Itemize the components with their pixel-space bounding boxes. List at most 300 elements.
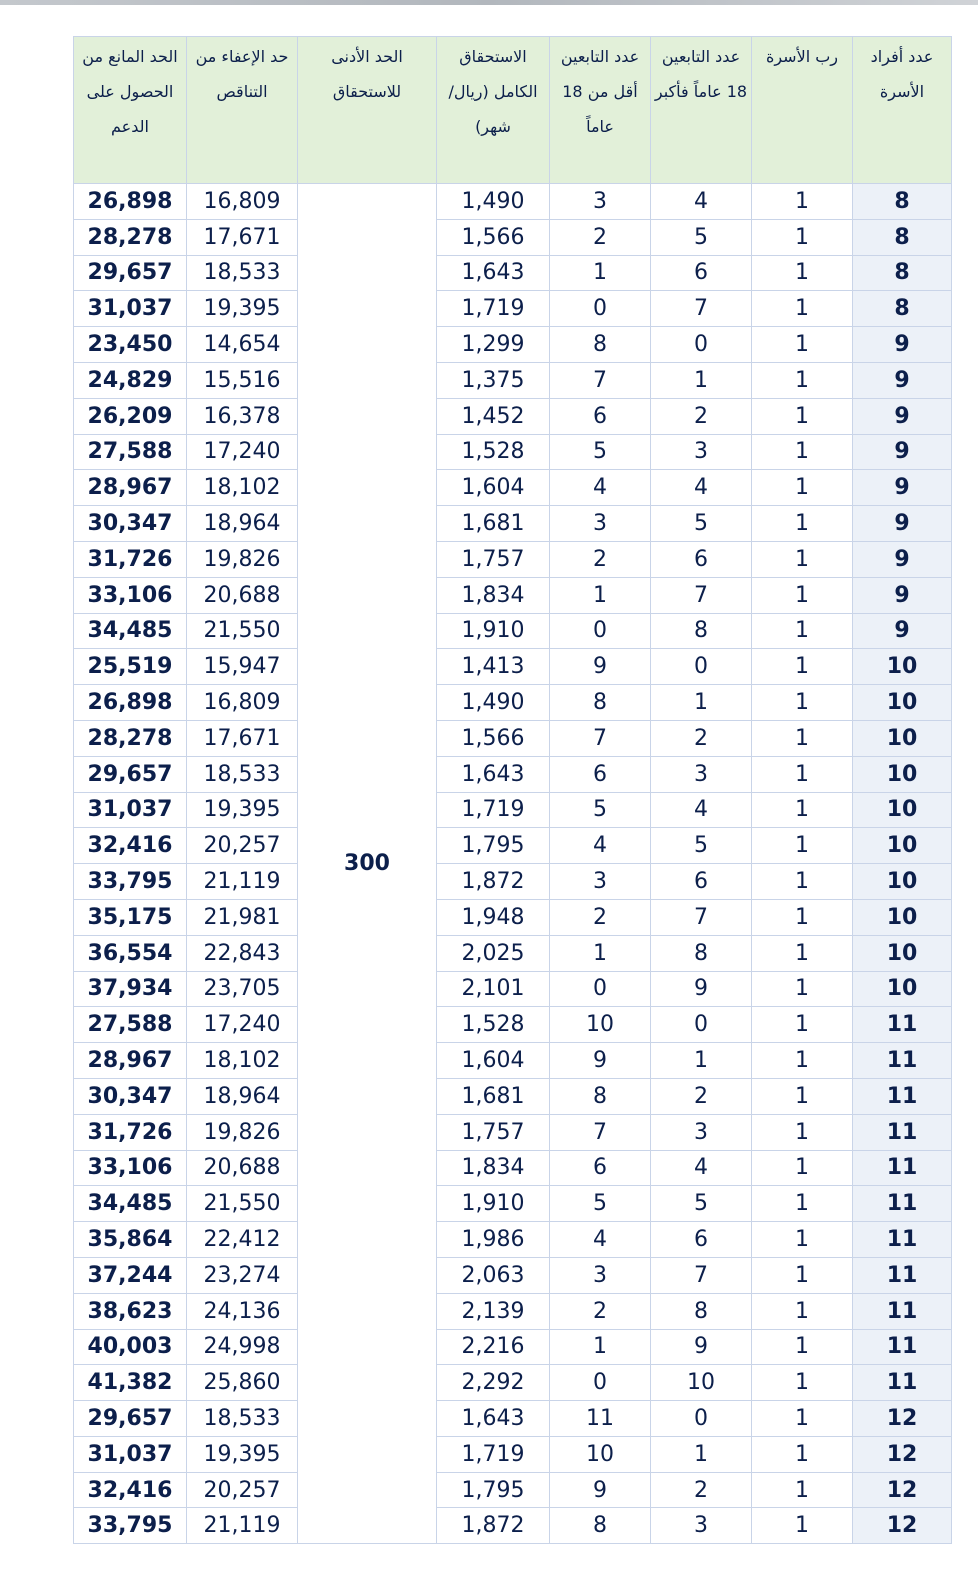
cell-family-members: 9 <box>853 327 952 363</box>
cell-exemption-limit: 16,809 <box>187 685 298 721</box>
cell-bar-limit: 26,209 <box>74 398 187 434</box>
cell-bar-limit: 33,795 <box>74 864 187 900</box>
cell-exemption-limit: 25,860 <box>187 1365 298 1401</box>
cell-family-members: 11 <box>853 1114 952 1150</box>
cell-dependents-minors: 0 <box>550 291 651 327</box>
cell-exemption-limit: 20,257 <box>187 828 298 864</box>
cell-exemption-limit: 22,412 <box>187 1222 298 1258</box>
cell-full-entitlement: 1,299 <box>437 327 550 363</box>
cell-family-head: 1 <box>752 935 853 971</box>
table-row <box>74 1257 952 1293</box>
cell-dependents-adults: 1 <box>651 362 752 398</box>
cell-family-members: 11 <box>853 1222 952 1258</box>
cell-exemption-limit: 18,533 <box>187 756 298 792</box>
cell-family-head: 1 <box>752 184 853 220</box>
cell-exemption-limit: 16,809 <box>187 184 298 220</box>
cell-bar-limit: 35,175 <box>74 899 187 935</box>
cell-exemption-limit: 21,550 <box>187 1186 298 1222</box>
cell-family-head: 1 <box>752 1329 853 1365</box>
cell-family-head: 1 <box>752 1472 853 1508</box>
cell-full-entitlement: 1,490 <box>437 184 550 220</box>
cell-family-head: 1 <box>752 1436 853 1472</box>
cell-dependents-minors: 4 <box>550 1222 651 1258</box>
cell-bar-limit: 35,864 <box>74 1222 187 1258</box>
table-row <box>74 1007 952 1043</box>
cell-dependents-adults: 3 <box>651 1508 752 1544</box>
cell-dependents-adults: 0 <box>651 327 752 363</box>
cell-dependents-minors: 9 <box>550 1472 651 1508</box>
cell-dependents-adults: 6 <box>651 864 752 900</box>
table-row <box>74 362 952 398</box>
cell-exemption-limit: 19,826 <box>187 1114 298 1150</box>
cell-family-members: 9 <box>853 434 952 470</box>
cell-bar-limit: 31,037 <box>74 792 187 828</box>
cell-family-members: 8 <box>853 255 952 291</box>
table-row <box>74 1365 952 1401</box>
cell-dependents-adults: 5 <box>651 1186 752 1222</box>
cell-family-head: 1 <box>752 1401 853 1437</box>
cell-dependents-minors: 2 <box>550 899 651 935</box>
cell-dependents-minors: 10 <box>550 1007 651 1043</box>
table-row <box>74 828 952 864</box>
cell-family-head: 1 <box>752 971 853 1007</box>
cell-family-members: 9 <box>853 398 952 434</box>
cell-bar-limit: 24,829 <box>74 362 187 398</box>
cell-family-head: 1 <box>752 398 853 434</box>
cell-dependents-minors: 8 <box>550 1508 651 1544</box>
table-row <box>74 720 952 756</box>
cell-bar-limit: 32,416 <box>74 1472 187 1508</box>
table-row <box>74 1186 952 1222</box>
cell-family-members: 10 <box>853 685 952 721</box>
header-exemption-limit: حد الإعفاء من التناقص <box>187 37 298 184</box>
cell-dependents-adults: 4 <box>651 470 752 506</box>
cell-bar-limit: 31,037 <box>74 291 187 327</box>
cell-dependents-minors: 7 <box>550 1114 651 1150</box>
table-row <box>74 1508 952 1544</box>
cell-exemption-limit: 24,136 <box>187 1293 298 1329</box>
cell-family-head: 1 <box>752 1508 853 1544</box>
cell-exemption-limit: 16,378 <box>187 398 298 434</box>
cell-family-head: 1 <box>752 649 853 685</box>
cell-family-members: 10 <box>853 828 952 864</box>
cell-family-members: 11 <box>853 1293 952 1329</box>
cell-family-members: 9 <box>853 362 952 398</box>
cell-dependents-adults: 4 <box>651 184 752 220</box>
cell-exemption-limit: 18,964 <box>187 1078 298 1114</box>
cell-full-entitlement: 1,948 <box>437 899 550 935</box>
cell-exemption-limit: 23,705 <box>187 971 298 1007</box>
cell-exemption-limit: 21,119 <box>187 1508 298 1544</box>
cell-dependents-minors: 9 <box>550 1043 651 1079</box>
cell-dependents-adults: 2 <box>651 720 752 756</box>
cell-exemption-limit: 18,102 <box>187 1043 298 1079</box>
cell-bar-limit: 37,934 <box>74 971 187 1007</box>
cell-family-head: 1 <box>752 506 853 542</box>
cell-dependents-minors: 1 <box>550 577 651 613</box>
cell-family-members: 11 <box>853 1043 952 1079</box>
cell-dependents-adults: 0 <box>651 1007 752 1043</box>
cell-dependents-minors: 0 <box>550 1365 651 1401</box>
cell-bar-limit: 30,347 <box>74 506 187 542</box>
cell-full-entitlement: 1,872 <box>437 1508 550 1544</box>
cell-dependents-adults: 6 <box>651 541 752 577</box>
cell-full-entitlement: 1,795 <box>437 828 550 864</box>
cell-family-members: 11 <box>853 1329 952 1365</box>
header-full-entitlement: الاستحقاق الكامل (ريال/شهر) <box>437 37 550 184</box>
cell-family-head: 1 <box>752 720 853 756</box>
cell-exemption-limit: 20,688 <box>187 577 298 613</box>
cell-dependents-minors: 6 <box>550 1150 651 1186</box>
cell-dependents-adults: 7 <box>651 577 752 613</box>
cell-full-entitlement: 1,719 <box>437 1436 550 1472</box>
cell-full-entitlement: 1,719 <box>437 792 550 828</box>
cell-full-entitlement: 1,490 <box>437 685 550 721</box>
cell-family-head: 1 <box>752 1007 853 1043</box>
cell-dependents-minors: 5 <box>550 792 651 828</box>
cell-family-members: 10 <box>853 649 952 685</box>
cell-family-members: 10 <box>853 971 952 1007</box>
table-row <box>74 613 952 649</box>
cell-family-members: 8 <box>853 184 952 220</box>
cell-dependents-minors: 7 <box>550 720 651 756</box>
cell-dependents-adults: 5 <box>651 506 752 542</box>
cell-bar-limit: 40,003 <box>74 1329 187 1365</box>
cell-exemption-limit: 19,395 <box>187 1436 298 1472</box>
cell-bar-limit: 31,037 <box>74 1436 187 1472</box>
header-dependents-adults: عدد التابعين 18 عاماً فأكبر <box>651 37 752 184</box>
cell-full-entitlement: 1,643 <box>437 255 550 291</box>
cell-exemption-limit: 22,843 <box>187 935 298 971</box>
cell-dependents-adults: 2 <box>651 1078 752 1114</box>
table-row <box>74 506 952 542</box>
cell-family-head: 1 <box>752 792 853 828</box>
table-body <box>74 184 952 1544</box>
cell-dependents-adults: 1 <box>651 1436 752 1472</box>
cell-full-entitlement: 1,643 <box>437 756 550 792</box>
cell-dependents-minors: 5 <box>550 434 651 470</box>
cell-full-entitlement: 2,216 <box>437 1329 550 1365</box>
cell-family-head: 1 <box>752 864 853 900</box>
cell-dependents-adults: 5 <box>651 219 752 255</box>
cell-dependents-minors: 2 <box>550 541 651 577</box>
cell-bar-limit: 25,519 <box>74 649 187 685</box>
cell-family-members: 9 <box>853 470 952 506</box>
cell-dependents-adults: 6 <box>651 1222 752 1258</box>
cell-full-entitlement: 1,528 <box>437 434 550 470</box>
cell-dependents-minors: 6 <box>550 756 651 792</box>
cell-full-entitlement: 1,643 <box>437 1401 550 1437</box>
cell-family-members: 9 <box>853 541 952 577</box>
cell-family-members: 11 <box>853 1007 952 1043</box>
cell-full-entitlement: 1,604 <box>437 1043 550 1079</box>
cell-bar-limit: 29,657 <box>74 1401 187 1437</box>
cell-exemption-limit: 21,981 <box>187 899 298 935</box>
cell-dependents-minors: 2 <box>550 1293 651 1329</box>
table-row <box>74 255 952 291</box>
cell-bar-limit: 33,106 <box>74 1150 187 1186</box>
cell-bar-limit: 29,657 <box>74 255 187 291</box>
cell-exemption-limit: 17,671 <box>187 219 298 255</box>
cell-dependents-adults: 9 <box>651 1329 752 1365</box>
cell-dependents-adults: 4 <box>651 792 752 828</box>
cell-bar-limit: 29,657 <box>74 756 187 792</box>
cell-family-head: 1 <box>752 828 853 864</box>
cell-dependents-adults: 8 <box>651 1293 752 1329</box>
cell-family-head: 1 <box>752 613 853 649</box>
table-row <box>74 1078 952 1114</box>
table-row <box>74 577 952 613</box>
cell-dependents-minors: 0 <box>550 613 651 649</box>
cell-exemption-limit: 24,998 <box>187 1329 298 1365</box>
table-row <box>74 792 952 828</box>
cell-bar-limit: 31,726 <box>74 1114 187 1150</box>
cell-min-entitlement: 300 <box>298 184 437 1544</box>
cell-full-entitlement: 2,025 <box>437 935 550 971</box>
cell-full-entitlement: 2,063 <box>437 1257 550 1293</box>
cell-dependents-adults: 3 <box>651 434 752 470</box>
cell-bar-limit: 27,588 <box>74 1007 187 1043</box>
cell-exemption-limit: 18,102 <box>187 470 298 506</box>
cell-full-entitlement: 1,757 <box>437 541 550 577</box>
top-border-bar <box>0 0 978 5</box>
cell-exemption-limit: 18,533 <box>187 1401 298 1437</box>
cell-exemption-limit: 19,395 <box>187 291 298 327</box>
cell-dependents-minors: 11 <box>550 1401 651 1437</box>
cell-family-members: 10 <box>853 864 952 900</box>
cell-bar-limit: 38,623 <box>74 1293 187 1329</box>
cell-full-entitlement: 1,681 <box>437 1078 550 1114</box>
cell-family-head: 1 <box>752 1078 853 1114</box>
cell-dependents-adults: 9 <box>651 971 752 1007</box>
table-row <box>74 649 952 685</box>
cell-family-head: 1 <box>752 362 853 398</box>
table-row <box>74 1436 952 1472</box>
cell-family-members: 8 <box>853 219 952 255</box>
cell-family-members: 8 <box>853 291 952 327</box>
cell-family-members: 11 <box>853 1365 952 1401</box>
cell-dependents-minors: 0 <box>550 971 651 1007</box>
cell-family-head: 1 <box>752 541 853 577</box>
cell-family-head: 1 <box>752 1043 853 1079</box>
cell-bar-limit: 34,485 <box>74 1186 187 1222</box>
cell-exemption-limit: 17,240 <box>187 1007 298 1043</box>
cell-bar-limit: 34,485 <box>74 613 187 649</box>
cell-full-entitlement: 1,795 <box>437 1472 550 1508</box>
table-row <box>74 1150 952 1186</box>
cell-dependents-minors: 5 <box>550 1186 651 1222</box>
cell-dependents-adults: 6 <box>651 255 752 291</box>
cell-dependents-adults: 4 <box>651 1150 752 1186</box>
header-bar-limit: الحد المانع من الحصول على الدعم <box>74 37 187 184</box>
cell-family-head: 1 <box>752 1257 853 1293</box>
cell-family-members: 9 <box>853 613 952 649</box>
cell-family-members: 9 <box>853 577 952 613</box>
cell-dependents-adults: 10 <box>651 1365 752 1401</box>
cell-family-members: 10 <box>853 899 952 935</box>
cell-family-members: 10 <box>853 792 952 828</box>
cell-exemption-limit: 17,671 <box>187 720 298 756</box>
cell-exemption-limit: 19,395 <box>187 792 298 828</box>
cell-dependents-minors: 4 <box>550 470 651 506</box>
cell-bar-limit: 41,382 <box>74 1365 187 1401</box>
cell-dependents-minors: 9 <box>550 649 651 685</box>
table-row <box>74 899 952 935</box>
cell-full-entitlement: 1,719 <box>437 291 550 327</box>
cell-full-entitlement: 1,452 <box>437 398 550 434</box>
cell-dependents-minors: 3 <box>550 506 651 542</box>
cell-family-members: 11 <box>853 1257 952 1293</box>
cell-family-head: 1 <box>752 219 853 255</box>
cell-exemption-limit: 20,688 <box>187 1150 298 1186</box>
cell-exemption-limit: 18,964 <box>187 506 298 542</box>
cell-exemption-limit: 15,947 <box>187 649 298 685</box>
cell-dependents-minors: 1 <box>550 255 651 291</box>
cell-family-head: 1 <box>752 1114 853 1150</box>
cell-full-entitlement: 2,101 <box>437 971 550 1007</box>
header-family-members: عدد أفراد الأسرة <box>853 37 952 184</box>
cell-exemption-limit: 18,533 <box>187 255 298 291</box>
cell-family-head: 1 <box>752 1293 853 1329</box>
cell-dependents-adults: 7 <box>651 899 752 935</box>
cell-dependents-adults: 7 <box>651 1257 752 1293</box>
cell-family-members: 12 <box>853 1472 952 1508</box>
cell-family-head: 1 <box>752 291 853 327</box>
table-row <box>74 541 952 577</box>
cell-full-entitlement: 1,986 <box>437 1222 550 1258</box>
cell-dependents-adults: 1 <box>651 685 752 721</box>
cell-family-head: 1 <box>752 1150 853 1186</box>
cell-family-head: 1 <box>752 255 853 291</box>
table-row <box>74 291 952 327</box>
header-dependents-minors: عدد التابعين أقل من 18 عاماً <box>550 37 651 184</box>
cell-dependents-adults: 7 <box>651 291 752 327</box>
cell-family-members: 11 <box>853 1150 952 1186</box>
cell-bar-limit: 33,795 <box>74 1508 187 1544</box>
cell-full-entitlement: 1,834 <box>437 577 550 613</box>
cell-full-entitlement: 1,681 <box>437 506 550 542</box>
cell-dependents-minors: 1 <box>550 1329 651 1365</box>
cell-dependents-minors: 3 <box>550 184 651 220</box>
cell-exemption-limit: 20,257 <box>187 1472 298 1508</box>
cell-dependents-minors: 8 <box>550 685 651 721</box>
support-entitlement-table <box>73 36 952 1544</box>
cell-full-entitlement: 1,566 <box>437 720 550 756</box>
header-row <box>74 37 952 184</box>
cell-dependents-minors: 2 <box>550 219 651 255</box>
cell-exemption-limit: 21,550 <box>187 613 298 649</box>
cell-family-members: 12 <box>853 1436 952 1472</box>
cell-full-entitlement: 1,910 <box>437 613 550 649</box>
cell-exemption-limit: 17,240 <box>187 434 298 470</box>
cell-bar-limit: 37,244 <box>74 1257 187 1293</box>
cell-family-head: 1 <box>752 434 853 470</box>
table-row <box>74 685 952 721</box>
cell-dependents-minors: 3 <box>550 1257 651 1293</box>
cell-full-entitlement: 1,834 <box>437 1150 550 1186</box>
cell-family-members: 11 <box>853 1078 952 1114</box>
cell-dependents-adults: 8 <box>651 613 752 649</box>
cell-dependents-minors: 6 <box>550 398 651 434</box>
cell-family-members: 10 <box>853 720 952 756</box>
cell-dependents-adults: 2 <box>651 398 752 434</box>
cell-bar-limit: 32,416 <box>74 828 187 864</box>
cell-family-members: 11 <box>853 1186 952 1222</box>
table-row <box>74 864 952 900</box>
cell-full-entitlement: 1,872 <box>437 864 550 900</box>
cell-family-head: 1 <box>752 470 853 506</box>
cell-family-members: 9 <box>853 506 952 542</box>
cell-bar-limit: 27,588 <box>74 434 187 470</box>
cell-family-head: 1 <box>752 577 853 613</box>
cell-family-head: 1 <box>752 327 853 363</box>
cell-family-head: 1 <box>752 1365 853 1401</box>
table-row <box>74 219 952 255</box>
table-row <box>74 1222 952 1258</box>
table-row <box>74 1293 952 1329</box>
cell-full-entitlement: 1,528 <box>437 1007 550 1043</box>
cell-dependents-minors: 7 <box>550 362 651 398</box>
cell-exemption-limit: 15,516 <box>187 362 298 398</box>
cell-full-entitlement: 1,757 <box>437 1114 550 1150</box>
cell-exemption-limit: 19,826 <box>187 541 298 577</box>
cell-family-head: 1 <box>752 685 853 721</box>
cell-dependents-adults: 8 <box>651 935 752 971</box>
cell-dependents-adults: 3 <box>651 756 752 792</box>
cell-full-entitlement: 1,566 <box>437 219 550 255</box>
cell-full-entitlement: 2,139 <box>437 1293 550 1329</box>
cell-full-entitlement: 2,292 <box>437 1365 550 1401</box>
cell-bar-limit: 31,726 <box>74 541 187 577</box>
cell-dependents-adults: 2 <box>651 1472 752 1508</box>
table-row <box>74 971 952 1007</box>
table-row <box>74 184 952 220</box>
cell-dependents-minors: 3 <box>550 864 651 900</box>
cell-bar-limit: 28,967 <box>74 1043 187 1079</box>
table-row <box>74 935 952 971</box>
cell-bar-limit: 28,278 <box>74 219 187 255</box>
cell-bar-limit: 30,347 <box>74 1078 187 1114</box>
cell-family-members: 10 <box>853 935 952 971</box>
table-row <box>74 1472 952 1508</box>
cell-exemption-limit: 23,274 <box>187 1257 298 1293</box>
table-row <box>74 1401 952 1437</box>
cell-full-entitlement: 1,413 <box>437 649 550 685</box>
cell-dependents-minors: 1 <box>550 935 651 971</box>
table-row <box>74 756 952 792</box>
cell-dependents-adults: 0 <box>651 1401 752 1437</box>
cell-dependents-adults: 0 <box>651 649 752 685</box>
cell-dependents-adults: 1 <box>651 1043 752 1079</box>
cell-bar-limit: 23,450 <box>74 327 187 363</box>
cell-exemption-limit: 14,654 <box>187 327 298 363</box>
cell-full-entitlement: 1,604 <box>437 470 550 506</box>
cell-bar-limit: 26,898 <box>74 685 187 721</box>
cell-bar-limit: 26,898 <box>74 184 187 220</box>
header-family-head: رب الأسرة <box>752 37 853 184</box>
cell-dependents-adults: 5 <box>651 828 752 864</box>
table-row <box>74 327 952 363</box>
cell-dependents-minors: 10 <box>550 1436 651 1472</box>
cell-family-head: 1 <box>752 899 853 935</box>
cell-bar-limit: 28,278 <box>74 720 187 756</box>
cell-family-head: 1 <box>752 1186 853 1222</box>
cell-dependents-minors: 4 <box>550 828 651 864</box>
table-row <box>74 1114 952 1150</box>
cell-family-members: 10 <box>853 756 952 792</box>
cell-full-entitlement: 1,375 <box>437 362 550 398</box>
cell-exemption-limit: 21,119 <box>187 864 298 900</box>
